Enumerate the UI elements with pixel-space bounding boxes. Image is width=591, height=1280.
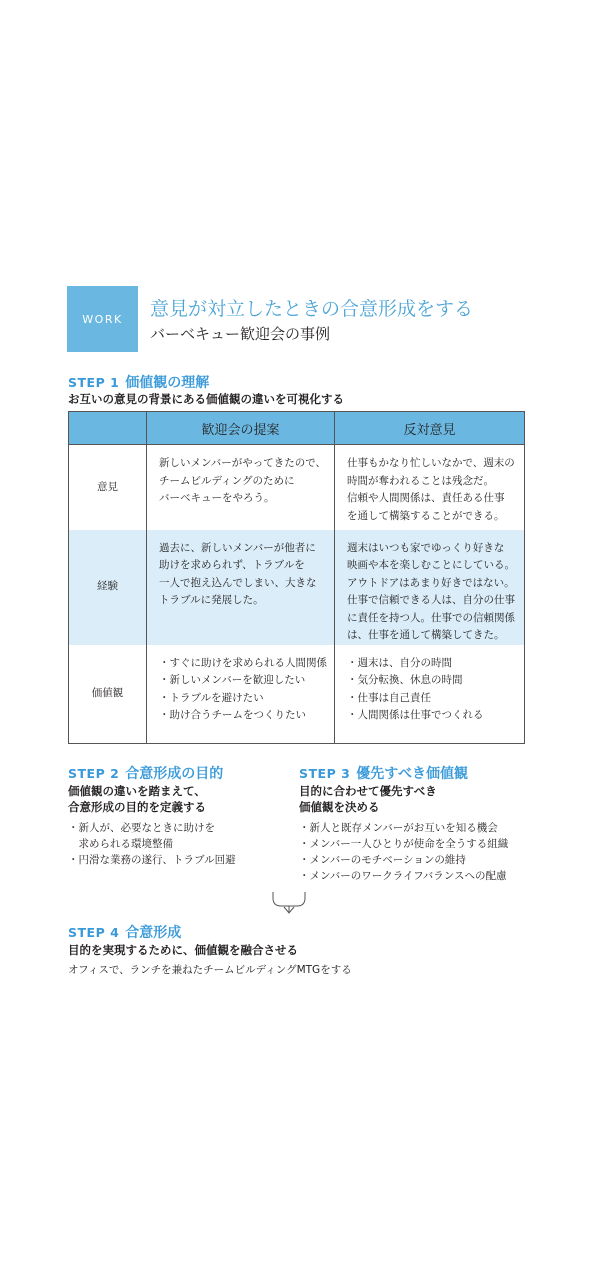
step2-heading xyxy=(68,763,223,783)
step1-title: 価値観の理解 xyxy=(125,375,210,391)
step2-bullets: ・新人が、必要なときに助けを 求められる環境整備 ・円滑な業務の遂行、トラブル回避 xyxy=(68,822,236,866)
comparison-table xyxy=(68,411,525,744)
table-header-blank xyxy=(69,412,147,445)
row-label-opinion: 意見 xyxy=(69,445,147,530)
step2-title: 合意形成の目的 xyxy=(125,766,224,782)
table-row-values xyxy=(69,645,525,744)
step2-description: 価値観の違いを踏まえて、 合意形成の目的を定義する xyxy=(68,784,206,814)
table-header-row xyxy=(69,412,525,445)
cell-opinion-proposal: 新しいメンバーがやってきたので、 チームビルディングのために バーベキューをやろう。 xyxy=(147,445,335,530)
work-badge: WORK xyxy=(67,286,138,352)
step3-bullets: ・新人と既存メンバーがお互いを知る機会 ・メンバー一人ひとりが使命を全うする組織 ・メンバーのモチベーションの維持 ・メンバーのワークライフバランスへの配慮 xyxy=(299,822,509,882)
step4-number: STEP 4 xyxy=(68,925,120,940)
cell-opinion-opposition: 仕事もかなり忙しいなかで、週末の 時間が奪われることは残念だ。 信頼や人間関係は、責任ある仕事 を通して構築することができる。 xyxy=(335,445,525,530)
step4-title: 合意形成 xyxy=(125,925,182,941)
table-header-proposal: 歓迎会の提案 xyxy=(147,412,335,445)
cell-values-opposition: ・週末は、自分の時間 ・気分転換、休息の時間 ・仕事は自己責任 ・人間関係は仕事でつくれる xyxy=(335,645,525,744)
page-title: 意見が対立したときの合意形成をする xyxy=(150,298,474,320)
step1-heading xyxy=(68,372,209,392)
step3-title: 優先すべき価値観 xyxy=(356,766,469,782)
step4-heading xyxy=(68,922,181,942)
step3-heading xyxy=(299,763,468,783)
cell-experience-opposition: 週末はいつも家でゆっくり好きな 映画や本を楽しむことにしている。 アウトドアはあまり好きではない。 仕事で信頼できる人は、自分の仕事 に責任を持つ人。仕事での信頼関係 は、仕事を通して構築してきた。 xyxy=(335,530,525,645)
cell-values-proposal: ・すぐに助けを求められる人間関係 ・新しいメンバーを歓迎したい ・トラブルを避けたい ・助け合うチームをつくりたい xyxy=(147,645,335,744)
step3-description: 目的に合わせて優先すべき 価値観を決める xyxy=(299,784,437,814)
step4-description: 目的を実現するために、価値観を融合させる xyxy=(68,943,298,957)
row-label-values: 価値観 xyxy=(69,645,147,744)
table-row-opinion xyxy=(69,445,525,530)
step3-number: STEP 3 xyxy=(299,766,351,781)
row-label-experience: 経験 xyxy=(69,530,147,645)
step1-description: お互いの意見の背景にある価値観の違いを可視化する xyxy=(68,392,344,406)
step2-number: STEP 2 xyxy=(68,766,120,781)
step4-result: オフィスで、ランチを兼ねたチームビルディングMTGをする xyxy=(68,964,352,976)
table-row-experience xyxy=(69,530,525,645)
table-header-opposition: 反対意見 xyxy=(335,412,525,445)
step1-number: STEP 1 xyxy=(68,375,120,390)
page-subtitle: バーベキュー歓迎会の事例 xyxy=(150,325,331,343)
cell-experience-proposal: 過去に、新しいメンバーが他者に 助けを求められず、トラブルを 一人で抱え込んでしまい、大きな トラブルに発展した。 xyxy=(147,530,335,645)
merge-arrow-icon xyxy=(270,890,308,914)
